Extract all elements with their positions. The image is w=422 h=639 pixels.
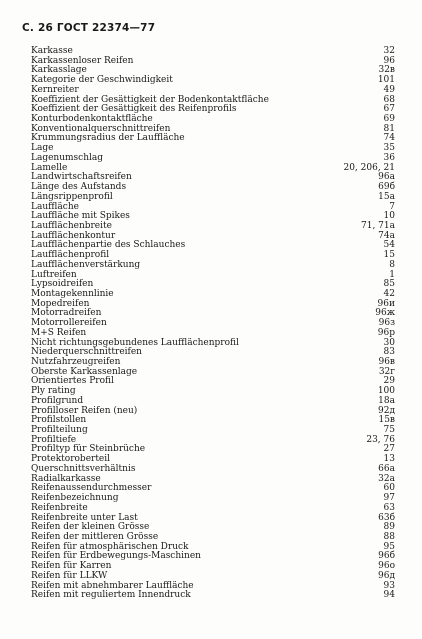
index-number: 63	[383, 502, 395, 513]
index-number: 8	[389, 259, 395, 270]
index-number: 42	[383, 288, 395, 299]
index-entry	[31, 426, 395, 436]
index-entry	[31, 387, 395, 397]
index-number: 96	[383, 55, 395, 66]
index-term: Kernreiter	[31, 84, 79, 95]
index-entry	[31, 134, 395, 144]
index-number: 96о	[378, 561, 395, 572]
index-term: Koeffizient der Gesättigkeit des Reifenprofils	[31, 104, 237, 115]
index-term: Reifen der kleinen Grösse	[31, 522, 150, 533]
index-term: Profilloser Reifen (neu)	[31, 405, 138, 416]
index-term: Karkasslage	[31, 65, 87, 76]
index-number: 15а	[378, 191, 395, 202]
index-term: Laufflächenbreite	[31, 220, 112, 231]
index-number: 32	[383, 46, 395, 56]
index-number: 32а	[378, 473, 395, 484]
index-number: 68	[383, 94, 395, 105]
index-number: 35	[383, 143, 395, 154]
index-number: 96ж	[375, 308, 395, 319]
index-number: 95	[383, 541, 395, 552]
index-entry	[31, 76, 395, 86]
index-number: 71, 71а	[361, 220, 395, 231]
index-number: 67	[383, 104, 395, 115]
index-number: 74	[383, 133, 395, 144]
index-number: 13	[383, 454, 395, 465]
index-term: Motorrollereifen	[31, 318, 107, 329]
index-term: Profilteilung	[31, 425, 88, 436]
index-number: 96и	[377, 298, 395, 309]
index-term: Profiltiefe	[31, 434, 77, 445]
index-entry	[31, 261, 395, 271]
index-number: 100	[377, 386, 395, 397]
index-number: 81	[383, 123, 395, 134]
index-term: Lage	[31, 143, 54, 154]
index-term: Karkasse	[31, 46, 73, 56]
index-term: Reifen der mittleren Grösse	[31, 531, 159, 542]
index-term: Lauffläche	[31, 201, 79, 212]
index-term: Profilstollen	[31, 415, 87, 426]
index-term: Laufflächenkontur	[31, 230, 116, 241]
index-list	[31, 47, 395, 601]
index-number: 93	[383, 580, 395, 591]
index-term: Reifenbreite unter Last	[31, 512, 138, 523]
index-number: 30	[383, 337, 395, 348]
index-number: 60	[383, 483, 395, 494]
index-number: 74а	[378, 230, 395, 241]
index-number: 83	[383, 347, 395, 358]
index-term: Reifenaussendurchmesser	[31, 483, 152, 494]
index-number: 32г	[378, 366, 395, 377]
index-term: Krummungsradius der Lauffläche	[31, 133, 185, 144]
index-term: Lypsoidreifen	[31, 279, 94, 290]
index-number: 20, 206, 21	[343, 162, 395, 173]
index-term: Niederquerschnittreifen	[31, 347, 142, 358]
index-number: 69б	[378, 182, 395, 193]
index-number: 32в	[378, 65, 395, 76]
index-term: Reifenbezeichnung	[31, 493, 119, 504]
index-number: 7	[389, 201, 395, 212]
index-number: 85	[383, 279, 395, 290]
index-term: Lauffläche mit Spikes	[31, 211, 130, 222]
index-number: 23, 76	[366, 434, 395, 445]
index-term: Reifen mit abnehmbarer Lauffläche	[31, 580, 194, 591]
index-number: 49	[383, 84, 395, 95]
index-term: Ply rating	[31, 386, 76, 397]
index-number: 88	[383, 531, 395, 542]
index-term: Luftreifen	[31, 269, 77, 280]
index-number: 97	[383, 493, 395, 504]
index-number: 69	[383, 114, 395, 125]
index-entry	[31, 377, 395, 387]
index-number: 1	[389, 269, 395, 280]
index-entry	[31, 591, 395, 601]
index-term: Querschnittsverhältnis	[31, 463, 136, 474]
index-term: M+S Reifen	[31, 327, 87, 338]
index-entry	[31, 154, 395, 164]
index-term: Reifenbreite	[31, 502, 88, 513]
index-term: Kategorie der Geschwindigkeit	[31, 75, 173, 86]
index-number: 96з	[378, 318, 395, 329]
index-term: Profiltyp für Steinbrüche	[31, 444, 146, 455]
index-number: 94	[383, 590, 395, 601]
index-number: 66а	[378, 463, 395, 474]
index-term: Radialkarkasse	[31, 473, 101, 484]
index-term: Landwirtschaftsreifen	[31, 172, 132, 183]
index-term: Konturbodenkontaktfläche	[31, 114, 153, 125]
index-number: 96б	[378, 551, 395, 562]
index-number: 75	[383, 425, 395, 436]
index-term: Nutzfahrzeugreifen	[31, 357, 121, 367]
index-number: 27	[383, 444, 395, 455]
index-term: Motorradreifen	[31, 308, 102, 319]
index-term: Lamelle	[31, 162, 68, 173]
index-term: Reifen mit reguliertem Innendruck	[31, 590, 191, 601]
index-number: 15в	[378, 415, 395, 426]
index-term: Protektoroberteil	[31, 454, 111, 465]
index-number: 10	[383, 211, 395, 222]
index-number: 96р	[377, 327, 395, 338]
index-term: Lagenumschlag	[31, 152, 104, 163]
index-number: 36	[383, 152, 395, 163]
index-term: Orientiertes Profil	[31, 376, 114, 387]
index-number: 63б	[378, 512, 395, 523]
index-entry	[31, 193, 395, 203]
page-header: С. 26 ГОСТ 22374—77	[22, 22, 156, 34]
index-term: Laufflächenprofil	[31, 250, 110, 261]
index-term: Nicht richtungsgebundenes Laufflächenprofil	[31, 337, 239, 348]
index-term: Konventionalquerschnittreifen	[31, 123, 171, 134]
index-term: Profilgrund	[31, 395, 84, 406]
index-number: 18а	[378, 395, 395, 406]
index-term: Laufflächenpartie des Schlauches	[31, 240, 186, 251]
index-number: 96в	[378, 357, 395, 367]
index-number: 15	[383, 250, 395, 261]
index-term: Reifen für Karren	[31, 561, 112, 572]
index-term: Montagekennlinie	[31, 288, 114, 299]
index-number: 92д	[378, 405, 395, 416]
index-term: Reifen für LLKW	[31, 570, 108, 581]
index-number: 89	[383, 522, 395, 533]
index-number: 96д	[378, 570, 395, 581]
index-number: 96а	[378, 172, 395, 183]
index-number: 101	[377, 75, 395, 86]
index-term: Längsrippenprofil	[31, 191, 113, 202]
index-number: 29	[383, 376, 395, 387]
index-term: Karkassenloser Reifen	[31, 55, 134, 66]
index-term: Oberste Karkassenlage	[31, 366, 138, 377]
index-number: 54	[383, 240, 395, 251]
index-term: Länge des Aufstands	[31, 182, 127, 193]
index-term: Mopedreifen	[31, 298, 90, 309]
index-term: Reifen für atmosphärischen Druck	[31, 541, 189, 552]
index-term: Laufflächenverstärkung	[31, 259, 141, 270]
index-term: Reifen für Erdbewegungs-Maschinen	[31, 551, 201, 562]
index-term: Koeffizient der Gesättigkeit der Bodenkontaktfläche	[31, 94, 269, 105]
